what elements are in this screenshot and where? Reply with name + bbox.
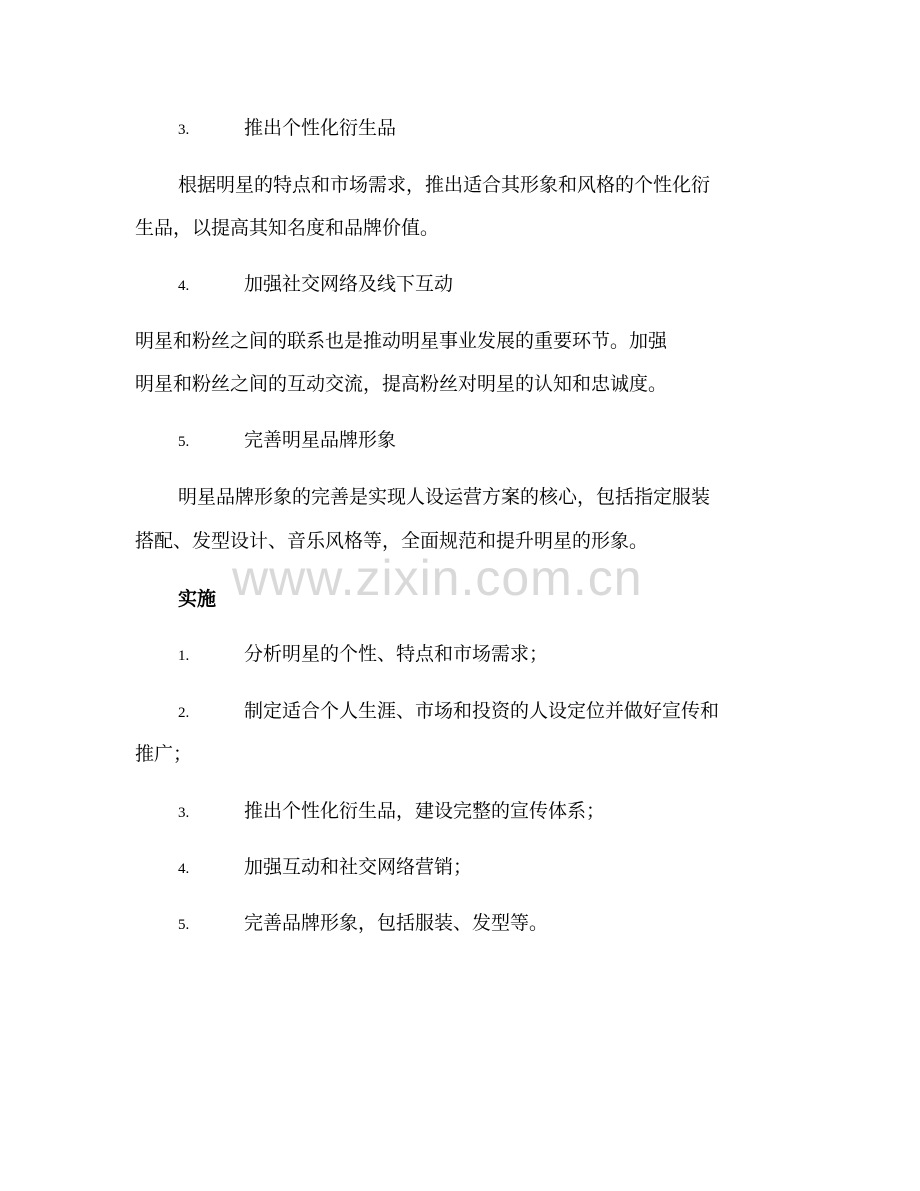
paragraph-line: 生品，以提高其知名度和品牌价值。 [135,217,440,239]
watermark: www.zixin.com.cn [232,550,643,606]
step-item-1 [178,642,778,668]
step-item-3 [178,799,778,825]
step-text-continuation: 推广； [135,743,193,765]
list-number: 5. [178,434,190,450]
paragraph-line: 搭配、发型设计、音乐风格等，全面规范和提升明星的形象。 [135,530,649,552]
step-item-2 [178,699,778,725]
paragraph-line: 根据明星的特点和市场需求，推出适合其形象和风格的个性化衍 [178,174,711,196]
paragraph-line: 明星和粉丝之间的互动交流，提高粉丝对明星的认知和忠诚度。 [135,373,668,395]
step-text: 分析明星的个性、特点和市场需求； [244,643,549,665]
list-item-title: 推出个性化衍生品 [244,117,397,139]
paragraph-line: 明星品牌形象的完善是实现人设运营方案的核心，包括指定服装 [178,486,711,508]
list-number: 2. [178,705,190,721]
list-number: 5. [178,917,190,933]
list-number: 4. [178,861,190,877]
list-item-title: 加强社交网络及线下互动 [244,273,454,295]
step-text: 完善品牌形象，包括服装、发型等。 [244,912,549,934]
step-text: 加强互动和社交网络营销； [244,856,473,878]
step-item-5 [178,911,778,937]
list-item-title: 完善明星品牌形象 [244,429,397,451]
list-number: 3. [178,805,190,821]
list-number: 4. [178,278,190,294]
list-item-5 [178,428,778,454]
paragraph-line: 明星和粉丝之间的联系也是推动明星事业发展的重要环节。加强 [135,330,668,352]
section-heading: 实施 [178,588,217,610]
step-item-4 [178,855,778,881]
step-text: 推出个性化衍生品，建设完整的宣传体系； [244,800,606,822]
list-number: 1. [178,648,190,664]
list-item-3 [178,116,778,142]
list-item-4 [178,272,778,298]
list-number: 3. [178,122,190,138]
step-text: 制定适合个人生涯、市场和投资的人设定位并做好宣传和 [244,700,720,722]
